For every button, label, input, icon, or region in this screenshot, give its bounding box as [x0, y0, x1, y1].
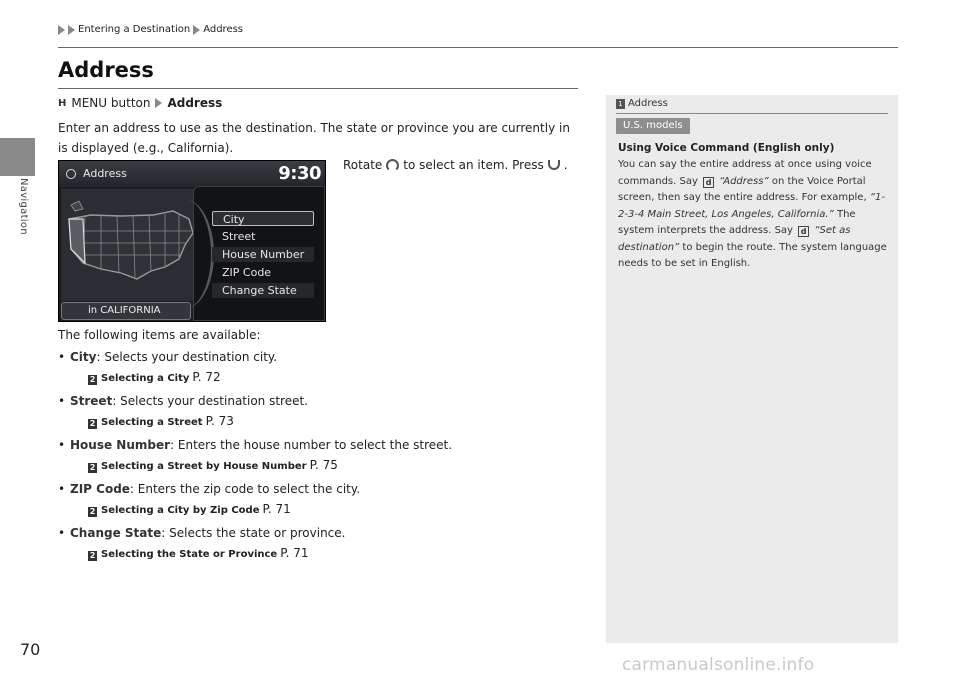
items-list: [58, 348, 578, 568]
list-item: [58, 392, 578, 434]
screen-menu-item-street[interactable]: Street: [222, 230, 256, 243]
instruction-rotate: Rotate: [343, 158, 383, 172]
page-title: Address: [58, 58, 154, 82]
item-name: House Number: [70, 438, 171, 452]
xref-page: P. 71: [280, 546, 309, 560]
screen-title: Address: [83, 167, 127, 180]
screen-menu-item-house-number[interactable]: House Number: [212, 247, 314, 262]
xref-title: Selecting a City by Zip Code: [101, 505, 260, 516]
bullet-icon: •: [58, 526, 66, 540]
page-number: 70: [20, 640, 41, 659]
instruction-end: .: [563, 158, 568, 172]
models-badge: U.S. models: [616, 118, 690, 134]
sidebar-text: on the Voice Portal screen, then say the entire address. For example,: [618, 175, 867, 203]
bullet-icon: •: [58, 350, 66, 364]
breadcrumb-item[interactable]: Entering a Destination: [78, 24, 191, 35]
voice-command-icon: d: [703, 177, 714, 188]
xref-page: P. 72: [192, 370, 221, 384]
cross-ref-icon: 2: [89, 551, 96, 560]
cross-ref-icon: 2: [89, 463, 96, 472]
instruction-select: to select an item. Press: [403, 158, 544, 172]
sidebar-divider: [616, 113, 888, 114]
screen-menu-item-city[interactable]: City: [212, 211, 314, 226]
item-desc: : Selects your destination city.: [96, 350, 278, 364]
sidebar-body: [618, 157, 888, 273]
available-items-heading: The following items are available:: [58, 328, 261, 342]
screen-menu-item-change-state[interactable]: Change State: [212, 283, 314, 298]
xref-title: Selecting a Street by House Number: [101, 461, 307, 472]
cross-reference-link[interactable]: [88, 498, 578, 522]
home-icon: H: [58, 97, 67, 109]
breadcrumb-item[interactable]: Address: [203, 24, 244, 35]
screen-menu: [193, 186, 325, 321]
sidebar-heading: [616, 98, 668, 109]
item-desc: : Enters the house number to select the street.: [170, 438, 453, 452]
item-name: Street: [70, 394, 113, 408]
dial-arc-decoration: [154, 199, 214, 309]
menu-path-prefix: MENU button: [71, 96, 151, 110]
xref-page: P. 71: [262, 502, 291, 516]
item-name: City: [70, 350, 97, 364]
item-name: ZIP Code: [70, 482, 130, 496]
menu-path: [58, 96, 222, 110]
cross-ref-icon: 2: [89, 507, 96, 516]
title-divider: [58, 88, 578, 89]
breadcrumb-arrow-icon: [193, 25, 200, 35]
screen-menu-item-zip-code[interactable]: ZIP Code: [222, 266, 272, 279]
menu-path-arrow-icon: [155, 98, 162, 108]
xref-title: Selecting a City: [101, 373, 190, 384]
list-item: [58, 524, 578, 566]
screen-clock: 9:30: [278, 163, 321, 184]
xref-title: Selecting a Street: [101, 417, 203, 428]
list-item: [58, 436, 578, 478]
breadcrumb-arrow-icon: [68, 25, 75, 35]
section-label: Navigation: [18, 178, 29, 235]
menu-path-target: Address: [167, 96, 223, 110]
note-marker-icon: 1: [616, 99, 625, 109]
cross-ref-icon: 2: [89, 375, 96, 384]
item-desc: : Enters the zip code to select the city.: [129, 482, 361, 496]
cross-reference-link[interactable]: [88, 366, 578, 390]
nav-screen-image: [58, 160, 326, 322]
intro-paragraph: Enter an address to use as the destination. The state or province you are currently in is displayed (e.g., California).: [58, 121, 570, 155]
section-tab: [0, 138, 35, 176]
sidebar-note: [606, 95, 898, 643]
header-divider: [58, 47, 898, 48]
voice-command-icon: d: [798, 226, 809, 237]
cross-ref-icon: 2: [89, 419, 96, 428]
breadcrumb: [58, 24, 243, 35]
item-name: Change State: [70, 526, 162, 540]
sidebar-text: The system interprets the address. Say: [618, 208, 856, 236]
voice-phrase: “1-2-3-4 Main Street, Los Angeles, California.”: [618, 192, 885, 220]
xref-title: Selecting the State or Province: [101, 549, 278, 560]
cross-reference-link[interactable]: [88, 410, 578, 434]
cross-reference-link[interactable]: [88, 454, 578, 478]
xref-page: P. 75: [309, 458, 338, 472]
list-item: [58, 480, 578, 522]
sidebar-text: to begin the route. The system language needs to be set in English.: [618, 241, 887, 269]
bullet-icon: •: [58, 394, 66, 408]
current-state-button[interactable]: in CALIFORNIA: [61, 302, 191, 320]
sidebar-heading-text: Address: [628, 98, 668, 109]
breadcrumb-arrow-icon: [58, 25, 65, 35]
sidebar-subtitle: Using Voice Command (English only): [618, 142, 835, 154]
bullet-icon: •: [58, 438, 66, 452]
search-icon: [66, 169, 76, 179]
sidebar-text: You can say the entire address at once using voice commands. Say: [618, 159, 872, 187]
item-desc: : Selects your destination street.: [112, 394, 309, 408]
item-desc: : Selects the state or province.: [161, 526, 346, 540]
voice-phrase: “Address”: [719, 175, 769, 187]
cross-reference-link[interactable]: [88, 542, 578, 566]
voice-phrase: “Set as destination”: [618, 225, 851, 253]
list-item: [58, 348, 578, 390]
instruction-line: [343, 158, 568, 172]
screen-header: [59, 161, 326, 187]
xref-page: P. 73: [205, 414, 234, 428]
enter-button-icon: [548, 160, 560, 170]
interface-dial-icon: [386, 159, 399, 172]
bullet-icon: •: [58, 482, 66, 496]
watermark: carmanualsonline.info: [622, 655, 815, 675]
